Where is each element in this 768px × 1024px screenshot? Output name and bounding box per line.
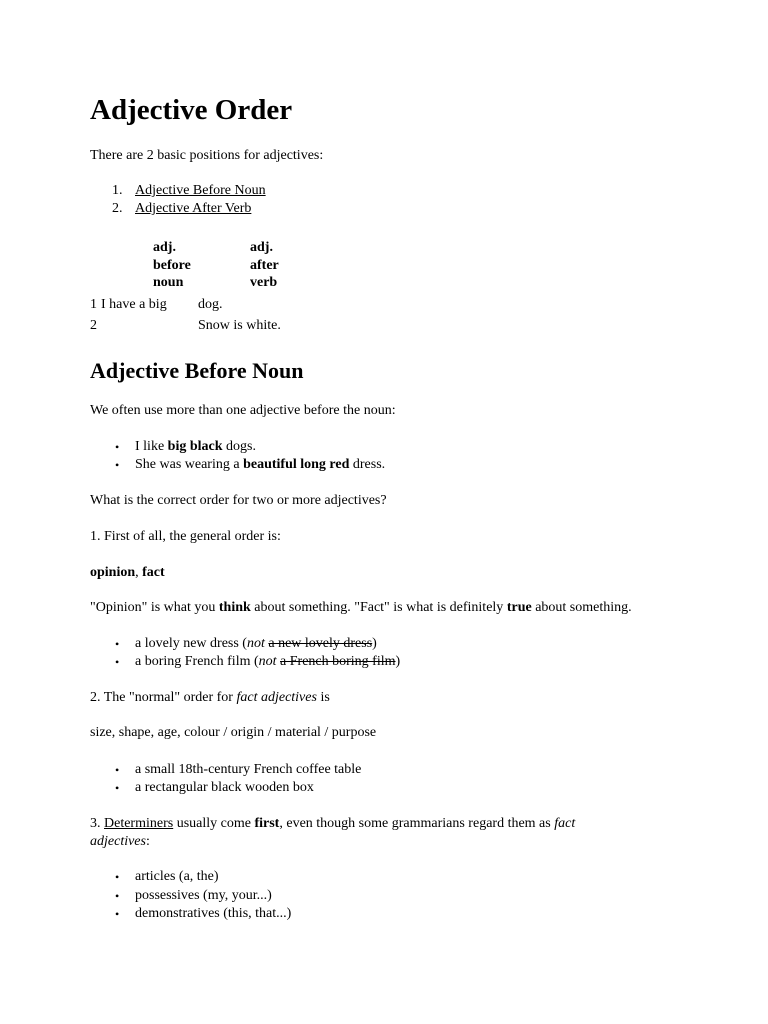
general-order: opinion, fact	[90, 565, 165, 580]
header-line: noun	[153, 275, 184, 290]
table-cell-mid: dog.	[198, 297, 223, 312]
determiner-text: possessives (my, your...)	[135, 888, 272, 903]
example-text: a lovely new dress (not a new lovely dress)	[135, 636, 377, 651]
list-number: 1.	[112, 183, 123, 198]
section-title: Adjective Before Noun	[90, 358, 304, 383]
bullet: •	[115, 907, 120, 921]
link-determiners[interactable]: Determiners	[104, 816, 174, 831]
point-1: 1. First of all, the general order is:	[90, 529, 281, 544]
example-text: I like big black dogs.	[135, 439, 256, 454]
intro-text: There are 2 basic positions for adjectives:	[90, 148, 324, 163]
table-cell-pre: I have a big	[101, 297, 167, 312]
bullet: •	[115, 781, 120, 795]
bullet: •	[115, 889, 120, 903]
point-3-line2: adjectives:	[90, 834, 150, 849]
header-line: adj.	[153, 240, 176, 255]
link-adjective-after-verb[interactable]: Adjective After Verb	[135, 201, 252, 216]
header-line: verb	[250, 275, 278, 290]
bullet: •	[115, 870, 120, 884]
link-adjective-before-noun[interactable]: Adjective Before Noun	[135, 183, 266, 198]
determiner-text: articles (a, the)	[135, 869, 219, 884]
bullet: •	[115, 655, 120, 669]
section-intro: We often use more than one adjective before the noun:	[90, 403, 396, 418]
example-text: She was wearing a beautiful long red dress.	[135, 457, 386, 472]
table-header-after	[250, 239, 279, 292]
table-cell-mid: Snow is white.	[198, 318, 281, 333]
table-cell-num: 2	[90, 318, 97, 333]
header-line: before	[153, 257, 191, 273]
bullet: •	[115, 440, 120, 454]
opinion-fact-text: "Opinion" is what you think about something. "Fact" is what is definitely true about something.	[90, 600, 632, 615]
example-text: a boring French film (not a French boring film)	[135, 654, 401, 669]
bullet: •	[115, 763, 120, 777]
table-header-before	[153, 239, 191, 292]
example-text: a rectangular black wooden box	[135, 780, 314, 795]
bullet: •	[115, 458, 120, 472]
page-title: Adjective Order	[90, 94, 293, 126]
point-3-line1: 3. Determiners usually come first, even though some grammarians regard them as fact	[90, 816, 576, 831]
fact-order: size, shape, age, colour / origin / material / purpose	[90, 725, 377, 740]
table-cell-num: 1	[90, 297, 97, 312]
example-text: a small 18th-century French coffee table	[135, 762, 362, 777]
determiner-text: demonstratives (this, that...)	[135, 906, 292, 921]
point-2: 2. The "normal" order for fact adjectives is	[90, 690, 330, 705]
bullet: •	[115, 637, 120, 651]
header-line: adj.	[250, 240, 273, 255]
list-number: 2.	[112, 201, 123, 216]
header-line: after	[250, 257, 279, 273]
question-text: What is the correct order for two or more adjectives?	[90, 493, 387, 508]
